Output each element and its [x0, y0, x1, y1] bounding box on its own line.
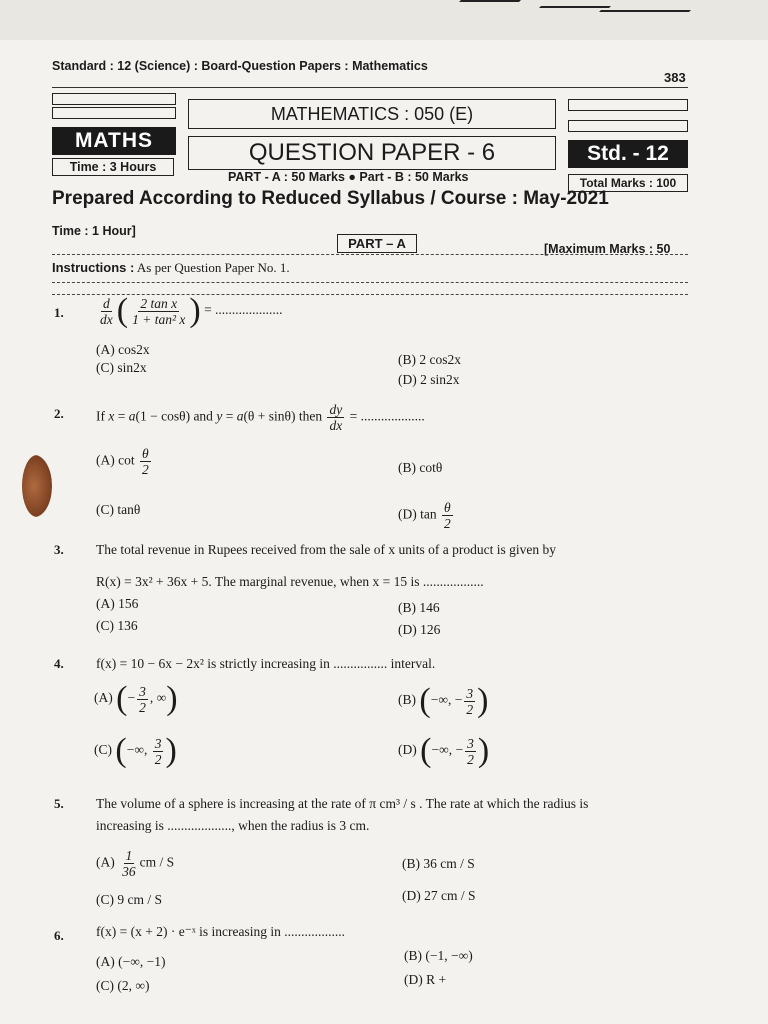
option: (C) 136: [96, 618, 138, 633]
option: (D) 2 sin2x: [398, 372, 460, 387]
option: (D) R +: [404, 972, 447, 987]
deco-box: [52, 107, 176, 119]
max-marks: [Maximum Marks : 50: [544, 242, 671, 256]
option-5a: (A) $\frac{1}{36}$ cm / S: [96, 848, 175, 879]
std-badge: Std. - 12: [568, 140, 688, 168]
question-3-line2: R(x) = 3x² + 36x + 5. The marginal revenue, when x = 15 is ..................: [96, 574, 484, 589]
question-number: 3.: [54, 542, 64, 557]
deco-box: [568, 99, 688, 111]
option: (A) (−∞, −1): [96, 954, 166, 969]
question-5-line1: The volume of a sphere is increasing at the rate of π cm³ / s . The rate at which the radius is: [96, 796, 589, 811]
option: (B) 2 cos2x: [398, 352, 461, 367]
instructions: [52, 260, 290, 276]
header-rule: [52, 87, 688, 88]
maths-badge: MATHS: [52, 127, 176, 155]
option: (A) 156: [96, 596, 139, 611]
option: (D) 126: [398, 622, 441, 637]
option: (C) (2, ∞): [96, 978, 150, 993]
question-number: 1.: [54, 305, 64, 320]
subject-title: MATHEMATICS : 050 (E): [188, 99, 556, 129]
option: (B) 146: [398, 600, 440, 615]
option-4c: (C) (−∞, $\frac{3}{2}$ ): [94, 732, 177, 769]
dashed-rule: [52, 254, 688, 255]
time-box: Time : 3 Hours: [52, 158, 174, 176]
part-time: Time : 1 Hour]: [52, 224, 136, 238]
option: (A) cos2x: [96, 342, 150, 357]
book-line: Standard : 12 (Science) : Board-Question Papers : Mathematics: [52, 59, 428, 73]
option-4b: (B) (−∞, − $\frac{3}{2}$ ): [398, 682, 489, 719]
paper-title: QUESTION PAPER - 6: [188, 136, 556, 170]
deco-box: [568, 120, 688, 132]
binder-strip: [0, 0, 768, 40]
question-number: 5.: [54, 796, 64, 811]
question-2-text: If x = a(1 − cosθ) and y = a(θ + sinθ) then $\frac{dy}{dx}$ = ...................: [96, 402, 425, 433]
option: (B) 36 cm / S: [402, 856, 475, 871]
page-number: 383: [664, 70, 686, 85]
option-4d: (D) (−∞, − $\frac{3}{2}$ ): [398, 732, 490, 769]
question-6-text: f(x) = (x + 2) · e⁻ˣ is increasing in ..................: [96, 924, 345, 939]
option-2a: (A) cot $\frac{\theta}{2}$: [96, 446, 149, 477]
option-4a: (A) (− $\frac{3}{2}$ , ∞): [94, 680, 178, 717]
question-number: 2.: [54, 406, 64, 421]
deco-box: [52, 93, 176, 105]
dashed-rule: [52, 282, 688, 283]
part-a-label: PART – A: [337, 234, 417, 253]
option: (B) (−1, −∞): [404, 948, 473, 963]
option: (C) 9 cm / S: [96, 892, 162, 907]
thumb-shadow: [22, 455, 52, 517]
instructions-label: Instructions :: [52, 260, 135, 275]
question-number: 4.: [54, 656, 64, 671]
question-number: 6.: [54, 928, 64, 943]
option: (C) tanθ: [96, 502, 141, 517]
prepared-heading: Prepared According to Reduced Syllabus / Course : May-2021: [52, 188, 609, 209]
option: (C) sin2x: [96, 360, 147, 375]
question-5-line2: increasing is ..................., when the radius is 3 cm.: [96, 818, 370, 833]
option: (D) 27 cm / S: [402, 888, 476, 903]
marks-split: PART - A : 50 Marks ● Part - B : 50 Marks: [228, 170, 469, 184]
option: (B) cotθ: [398, 460, 443, 475]
option-2d: (D) tan $\frac{\theta}{2}$: [398, 500, 451, 531]
total-marks: Total Marks : 100: [568, 174, 688, 192]
question-3-line1: The total revenue in Rupees received from the sale of x units of a product is given by: [96, 542, 556, 557]
question-1-text: $\frac{d}{dx}$ ( $\frac{\text{2 tan x}}{\text{1 + tan² x}}$ ) = ....................: [100, 292, 283, 329]
instructions-text: As per Question Paper No. 1.: [134, 260, 290, 275]
question-4-text: f(x) = 10 − 6x − 2x² is strictly increasing in ................ interval.: [96, 656, 436, 671]
